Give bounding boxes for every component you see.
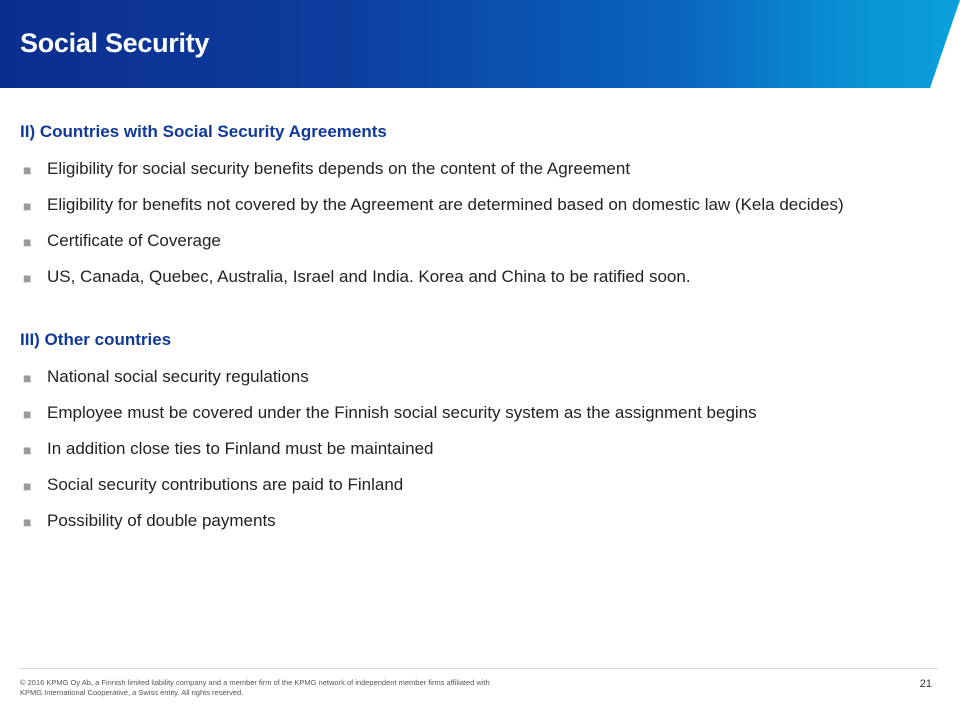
list-item: ■ Eligibility for social security benefits depends on the content of the Agreement: [23, 159, 631, 178]
square-bullet-icon: ■: [23, 406, 32, 422]
footer-copyright-line1: © 2016 KPMG Oy Ab, a Finnish limited liability company and a member firm of the KPMG network of independent member firms affiliated with: [20, 678, 490, 687]
square-bullet-icon: ■: [23, 162, 32, 178]
square-bullet-icon: ■: [23, 198, 32, 214]
list-item: ■ Social security contributions are paid to Finland: [23, 475, 404, 494]
slide-content: [20, 121, 930, 531]
section-heading-other-countries: III) Other countries: [20, 330, 172, 349]
square-bullet-icon: ■: [23, 514, 32, 530]
footer-copyright: [20, 678, 640, 698]
list-item: ■ Possibility of double payments: [23, 511, 276, 530]
square-bullet-icon: ■: [23, 270, 32, 286]
list-item: ■ Eligibility for benefits not covered by the Agreement are determined based on domestic law (Kela decides): [23, 195, 844, 214]
list-item: ■ Employee must be covered under the Finnish social security system as the assignment begins: [23, 403, 757, 422]
bullet-list-other-countries: [20, 367, 930, 531]
square-bullet-icon: ■: [23, 442, 32, 458]
slide-title: Social Security: [20, 28, 210, 58]
list-item: ■ National social security regulations: [23, 367, 309, 386]
section-heading-agreements: II) Countries with Social Security Agreements: [20, 122, 387, 141]
square-bullet-icon: ■: [23, 234, 32, 250]
bullet-list-agreements: [20, 159, 930, 287]
footer-divider: [20, 668, 938, 669]
footer-copyright-line2: KPMG International Cooperative, a Swiss entity. All rights reserved.: [20, 688, 244, 697]
square-bullet-icon: ■: [23, 370, 32, 386]
list-item: ■ In addition close ties to Finland must be maintained: [23, 439, 434, 458]
list-item: ■ Certificate of Coverage: [23, 231, 221, 250]
page-number: 21: [919, 678, 932, 690]
list-item: ■ US, Canada, Quebec, Australia, Israel and India. Korea and China to be ratified soon.: [23, 267, 691, 286]
square-bullet-icon: ■: [23, 478, 32, 494]
